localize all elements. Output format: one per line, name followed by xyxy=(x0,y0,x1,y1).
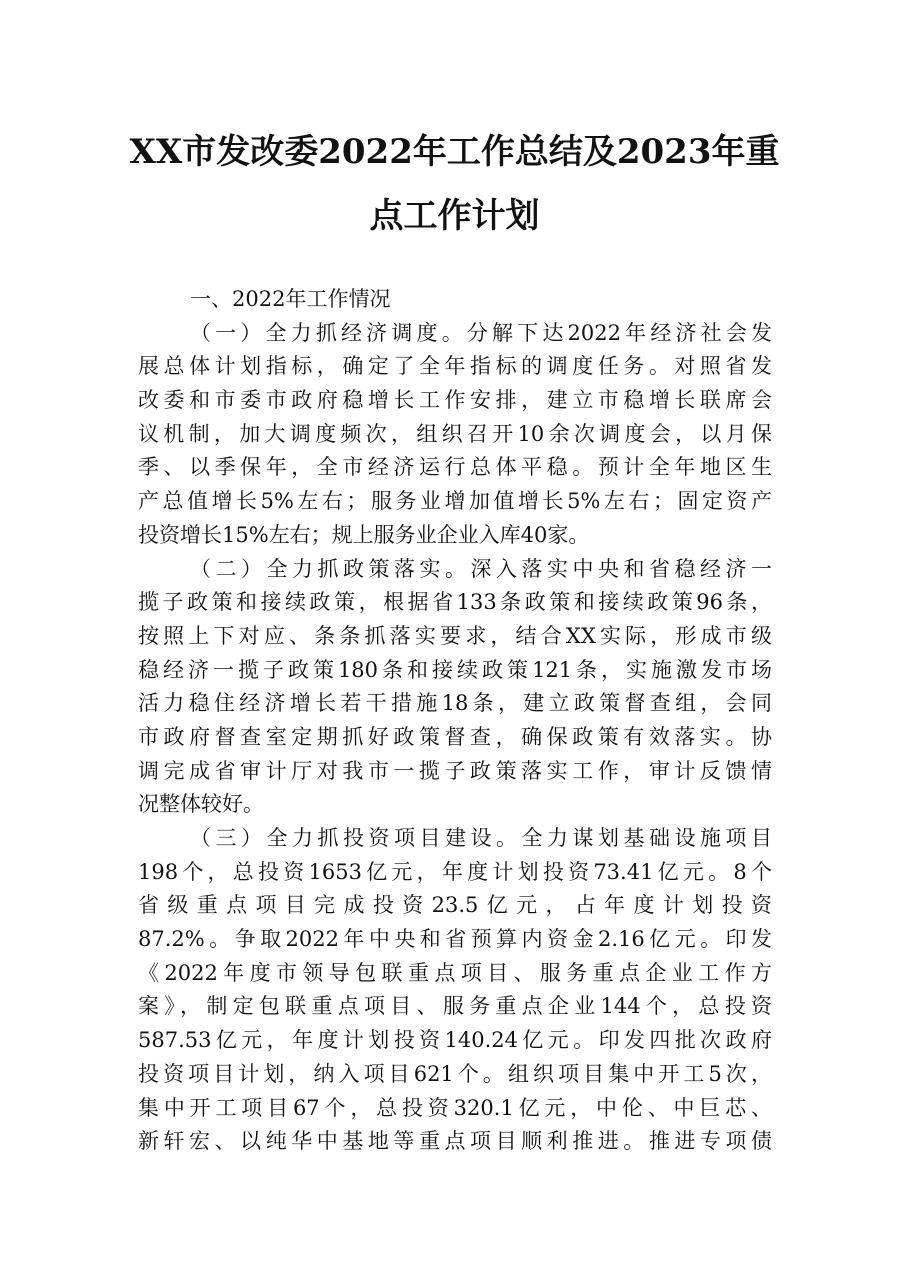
paragraph-1-line: 展总体计划指标，确定了全年指标的调度任务。对照省发 xyxy=(138,354,772,379)
section-heading: 一、2022年工作情况 xyxy=(190,287,391,311)
document-title xyxy=(120,120,789,248)
paragraph-1-line: （一）全力抓经济调度。分解下达2022年经济社会发 xyxy=(190,320,772,345)
paragraph-1-line: 议机制，加大调度频次，组织召开10余次调度会，以月保 xyxy=(138,421,772,446)
paragraph-3-line: 《2022年度市领导包联重点项目、服务重点企业工作方 xyxy=(138,960,772,985)
paragraph-3-line: 587.53亿元，年度计划投资140.24亿元。印发四批次政府 xyxy=(138,1028,772,1053)
paragraph-2-line: 按照上下对应、条条抓落实要求，结合XX实际，形成市级 xyxy=(138,623,772,648)
paragraph-3-line: 198个，总投资1653亿元，年度计划投资73.41亿元。8个 xyxy=(138,859,772,884)
paragraph-3-line: 新轩宏、以纯华中基地等重点项目顺利推进。推进专项债 xyxy=(138,1129,772,1154)
paragraph-3-line: 87.2%。争取2022年中央和省预算内资金2.16亿元。印发 xyxy=(138,927,772,952)
paragraph-3-line: 省级重点项目完成投资23.5亿元，占年度计划投资 xyxy=(138,893,772,918)
paragraph-3-line: 案》，制定包联重点项目、服务重点企业144个，总投资 xyxy=(138,994,772,1019)
paragraph-2-line: 活力稳住经济增长若干措施18条，建立政策督查组，会同 xyxy=(138,691,772,716)
paragraph-1-line: 投资增长15%左右；规上服务业企业入库40家。 xyxy=(138,522,590,547)
paragraph-1-line: 季、以季保年，全市经济运行总体平稳。预计全年地区生 xyxy=(138,455,772,480)
paragraph-2-line: 揽子政策和接续政策，根据省133条政策和接续政策96条， xyxy=(138,590,772,615)
paragraph-1-line: 改委和市委市政府稳增长工作安排，建立市稳增长联席会 xyxy=(138,388,772,413)
paragraph-3-line: 投资项目计划，纳入项目621个。组织项目集中开工5次， xyxy=(138,1061,772,1086)
paragraph-2-line: 市政府督查室定期抓好政策督查，确保政策有效落实。协 xyxy=(138,724,772,749)
title-line-2: 点工作计划 xyxy=(369,196,540,236)
title-line-1: XX市发改委2022年工作总结及2023年重 xyxy=(129,132,780,172)
paragraph-2-line: 况整体较好。 xyxy=(138,792,264,817)
paragraph-2-line: 调完成省审计厅对我市一揽子政策落实工作，审计反馈情 xyxy=(138,758,772,783)
paragraph-3-line: 集中开工项目67个，总投资320.1亿元，中伦、中巨芯、 xyxy=(138,1095,772,1120)
document-body xyxy=(138,283,772,1159)
paragraph-3-line: （三）全力抓投资项目建设。全力谋划基础设施项目 xyxy=(190,826,772,850)
paragraph-2-line: （二）全力抓政策落实。深入落实中央和省稳经济一 xyxy=(190,556,772,581)
paragraph-1-line: 产总值增长5%左右；服务业增加值增长5%左右；固定资产 xyxy=(138,489,772,514)
paragraph-2-line: 稳经济一揽子政策180条和接续政策121条，实施激发市场 xyxy=(138,657,772,682)
